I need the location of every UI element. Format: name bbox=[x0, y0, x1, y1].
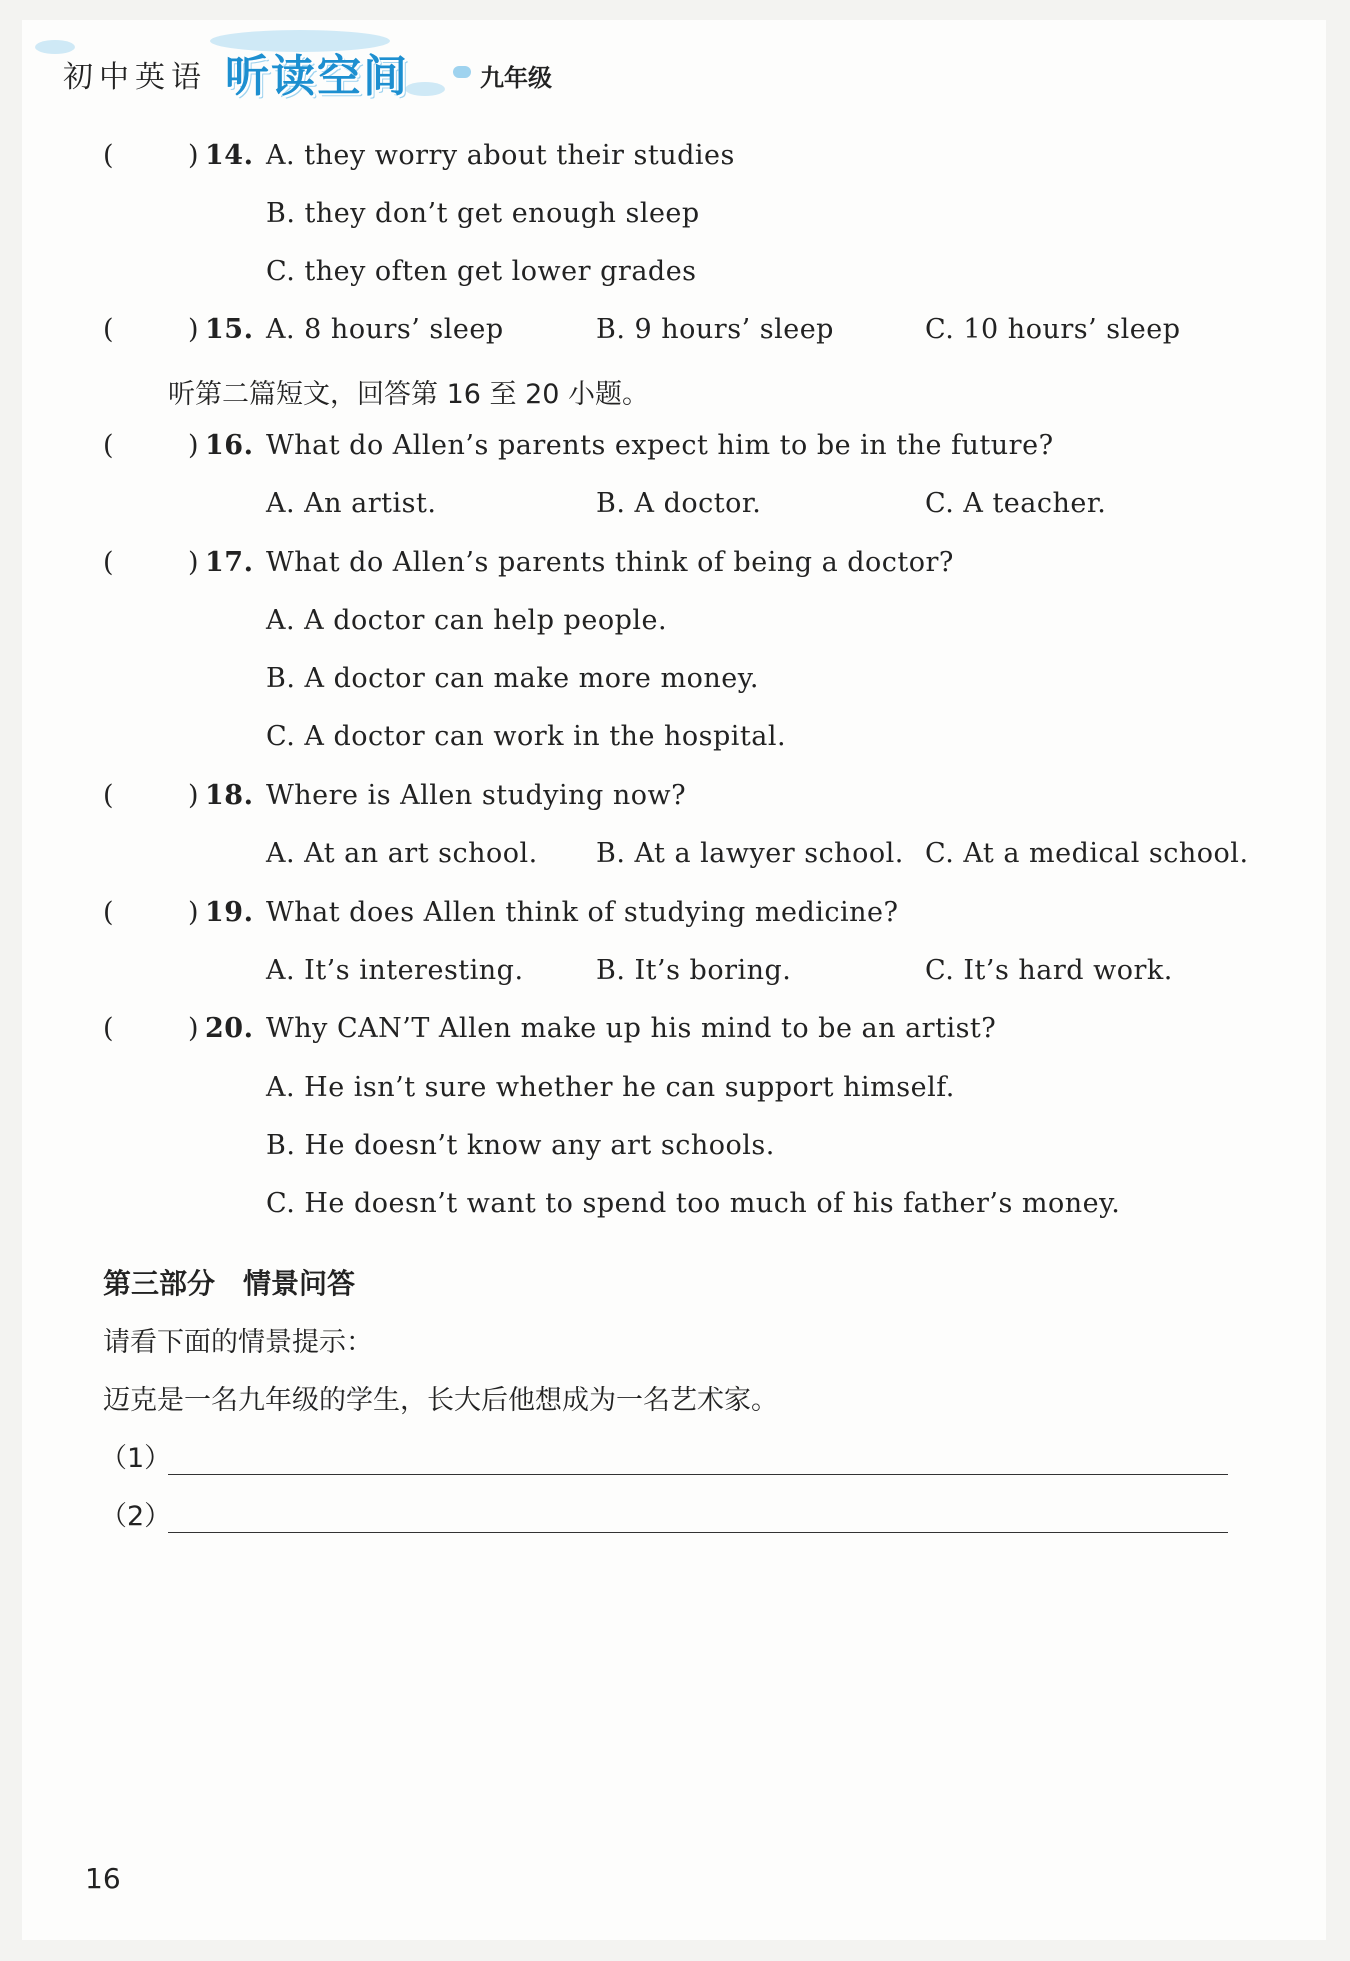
answer-paren-close: ) bbox=[188, 547, 200, 578]
option-a: A. He isn’t sure whether he can support himself. bbox=[266, 1072, 955, 1103]
answer-label-1: （1） bbox=[100, 1443, 172, 1474]
option-c: C. they often get lower grades bbox=[266, 256, 697, 287]
section-instruction: 听第二篇短文，回答第 16 至 20 小题。 bbox=[168, 379, 650, 410]
option-b: B. A doctor. bbox=[596, 488, 762, 519]
question-number: 20. bbox=[205, 1013, 254, 1044]
answer-paren-open[interactable]: ( bbox=[103, 314, 115, 345]
option-a: A. they worry about their studies bbox=[266, 140, 735, 171]
series-title: 初中英语 bbox=[63, 60, 207, 95]
answer-paren-open[interactable]: ( bbox=[103, 140, 115, 171]
option-a: A. 8 hours’ sleep bbox=[266, 314, 504, 345]
answer-paren-close: ) bbox=[188, 780, 200, 811]
answer-paren-close: ) bbox=[188, 430, 200, 461]
question-number: 15. bbox=[205, 314, 254, 345]
question-number: 18. bbox=[205, 780, 254, 811]
option-b: B. A doctor can make more money. bbox=[266, 663, 759, 694]
answer-paren-open[interactable]: ( bbox=[103, 430, 115, 461]
option-c: C. A doctor can work in the hospital. bbox=[266, 721, 787, 752]
question-text: What does Allen think of studying medicine? bbox=[266, 897, 899, 928]
option-c: C. 10 hours’ sleep bbox=[925, 314, 1181, 345]
option-c: C. It’s hard work. bbox=[925, 955, 1173, 986]
option-a: A. A doctor can help people. bbox=[266, 605, 668, 636]
answer-paren-close: ) bbox=[188, 140, 200, 171]
answer-paren-close: ) bbox=[188, 1013, 200, 1044]
answer-label-2: （2） bbox=[100, 1501, 172, 1532]
answer-line-2[interactable] bbox=[168, 1532, 1228, 1533]
answer-paren-open[interactable]: ( bbox=[103, 1013, 115, 1044]
question-number: 19. bbox=[205, 897, 254, 928]
bullet-decoration bbox=[453, 66, 471, 78]
answer-paren-close: ) bbox=[188, 314, 200, 345]
page-header bbox=[35, 30, 635, 110]
page-number: 16 bbox=[85, 1862, 121, 1895]
part3-prompt-label: 请看下面的情景提示： bbox=[103, 1327, 373, 1358]
question-number: 14. bbox=[205, 140, 254, 171]
answer-paren-close: ) bbox=[188, 897, 200, 928]
question-number: 16. bbox=[205, 430, 254, 461]
answer-paren-open[interactable]: ( bbox=[103, 897, 115, 928]
answer-paren-open[interactable]: ( bbox=[103, 547, 115, 578]
question-text: Where is Allen studying now? bbox=[266, 780, 687, 811]
question-text: What do Allen’s parents think of being a doctor? bbox=[266, 547, 954, 578]
option-a: A. An artist. bbox=[266, 488, 437, 519]
part3-heading: 第三部分 情景问答 bbox=[103, 1267, 356, 1300]
option-b: B. At a lawyer school. bbox=[596, 838, 904, 869]
answer-line-1[interactable] bbox=[168, 1474, 1228, 1475]
option-b: B. 9 hours’ sleep bbox=[596, 314, 834, 345]
option-b: B. He doesn’t know any art schools. bbox=[266, 1130, 775, 1161]
question-number: 17. bbox=[205, 547, 254, 578]
book-title-logo: 听读空间 bbox=[225, 51, 409, 102]
option-a: A. It’s interesting. bbox=[266, 955, 524, 986]
option-c: C. A teacher. bbox=[925, 488, 1107, 519]
grade-label: 九年级 bbox=[480, 64, 552, 92]
option-c: C. He doesn’t want to spend too much of his father’s money. bbox=[266, 1188, 1121, 1219]
part3-scenario: 迈克是一名九年级的学生，长大后他想成为一名艺术家。 bbox=[103, 1385, 778, 1416]
option-c: C. At a medical school. bbox=[925, 838, 1249, 869]
option-b: B. It’s boring. bbox=[596, 955, 792, 986]
question-text: What do Allen’s parents expect him to be in the future? bbox=[266, 430, 1054, 461]
question-text: Why CAN’T Allen make up his mind to be an artist? bbox=[266, 1013, 997, 1044]
option-b: B. they don’t get enough sleep bbox=[266, 198, 700, 229]
answer-paren-open[interactable]: ( bbox=[103, 780, 115, 811]
cloud-decoration bbox=[405, 82, 445, 96]
option-a: A. At an art school. bbox=[266, 838, 538, 869]
